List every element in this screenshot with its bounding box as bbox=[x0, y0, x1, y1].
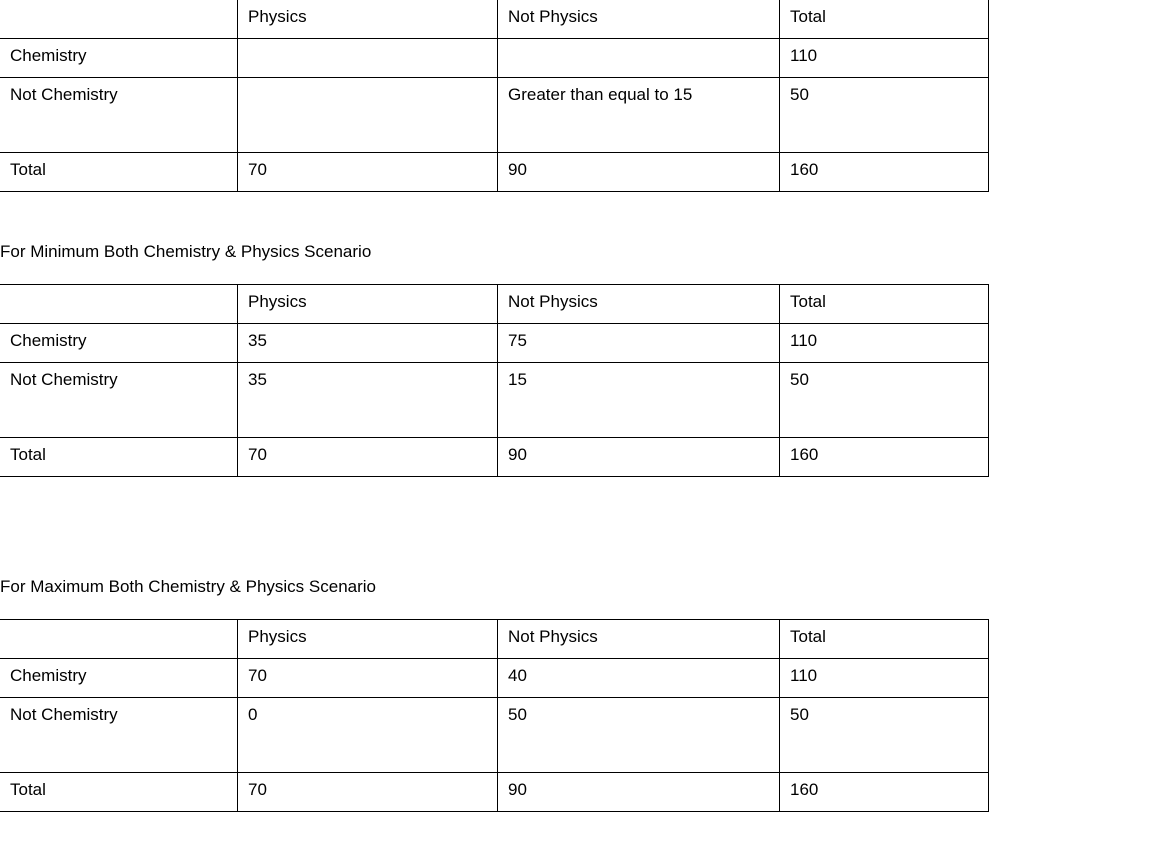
row-label-total: Total bbox=[0, 773, 238, 812]
cell-chemistry-not-physics: 40 bbox=[498, 659, 780, 698]
table-row bbox=[0, 438, 989, 477]
row-label-not-chemistry: Not Chemistry bbox=[0, 363, 238, 438]
cell-chemistry-physics: 70 bbox=[238, 659, 498, 698]
row-label-not-chemistry: Not Chemistry bbox=[0, 698, 238, 773]
row-label-total: Total bbox=[0, 438, 238, 477]
cell-not-chemistry-physics bbox=[238, 78, 498, 153]
table-row bbox=[0, 153, 989, 192]
header-corner-cell bbox=[0, 0, 238, 39]
cell-total-physics: 70 bbox=[238, 438, 498, 477]
header-physics: Physics bbox=[238, 285, 498, 324]
header-total: Total bbox=[780, 0, 989, 39]
cell-chemistry-physics: 35 bbox=[238, 324, 498, 363]
header-not-physics: Not Physics bbox=[498, 0, 780, 39]
row-label-chemistry: Chemistry bbox=[0, 324, 238, 363]
header-corner-cell bbox=[0, 620, 238, 659]
cell-chemistry-total: 110 bbox=[780, 324, 989, 363]
cell-total-not-physics: 90 bbox=[498, 773, 780, 812]
header-physics: Physics bbox=[238, 0, 498, 39]
row-label-chemistry: Chemistry bbox=[0, 39, 238, 78]
row-label-chemistry: Chemistry bbox=[0, 659, 238, 698]
row-label-total: Total bbox=[0, 153, 238, 192]
cell-total-total: 160 bbox=[780, 438, 989, 477]
cell-not-chemistry-total: 50 bbox=[780, 78, 989, 153]
cell-not-chemistry-total: 50 bbox=[780, 363, 989, 438]
table-row bbox=[0, 324, 989, 363]
cell-not-chemistry-physics: 0 bbox=[238, 698, 498, 773]
cell-not-chemistry-not-physics: Greater than equal to 15 bbox=[498, 78, 780, 153]
table-row bbox=[0, 363, 989, 438]
row-label-not-chemistry: Not Chemistry bbox=[0, 78, 238, 153]
cell-chemistry-total: 110 bbox=[780, 39, 989, 78]
cell-total-physics: 70 bbox=[238, 153, 498, 192]
cell-total-not-physics: 90 bbox=[498, 153, 780, 192]
header-total: Total bbox=[780, 285, 989, 324]
cell-not-chemistry-not-physics: 15 bbox=[498, 363, 780, 438]
header-physics: Physics bbox=[238, 620, 498, 659]
cell-not-chemistry-physics: 35 bbox=[238, 363, 498, 438]
cell-total-physics: 70 bbox=[238, 773, 498, 812]
cell-chemistry-physics bbox=[238, 39, 498, 78]
table-row bbox=[0, 659, 989, 698]
cell-not-chemistry-not-physics: 50 bbox=[498, 698, 780, 773]
table-row bbox=[0, 78, 989, 153]
cell-chemistry-not-physics: 75 bbox=[498, 324, 780, 363]
maximum-scenario-table bbox=[0, 619, 989, 812]
header-not-physics: Not Physics bbox=[498, 285, 780, 324]
table-header-row bbox=[0, 620, 989, 659]
header-corner-cell bbox=[0, 285, 238, 324]
minimum-scenario-table bbox=[0, 284, 989, 477]
cell-total-total: 160 bbox=[780, 773, 989, 812]
cell-total-total: 160 bbox=[780, 153, 989, 192]
header-not-physics: Not Physics bbox=[498, 620, 780, 659]
cell-chemistry-not-physics bbox=[498, 39, 780, 78]
minimum-scenario-label: For Minimum Both Chemistry & Physics Scenario bbox=[0, 242, 372, 261]
constraints-table bbox=[0, 0, 989, 192]
cell-total-not-physics: 90 bbox=[498, 438, 780, 477]
maximum-scenario-label: For Maximum Both Chemistry & Physics Scenario bbox=[0, 577, 376, 596]
header-total: Total bbox=[780, 620, 989, 659]
table-row bbox=[0, 698, 989, 773]
cell-not-chemistry-total: 50 bbox=[780, 698, 989, 773]
cell-chemistry-total: 110 bbox=[780, 659, 989, 698]
table-header-row bbox=[0, 285, 989, 324]
table-row bbox=[0, 39, 989, 78]
table-row bbox=[0, 773, 989, 812]
table-header-row bbox=[0, 0, 989, 39]
